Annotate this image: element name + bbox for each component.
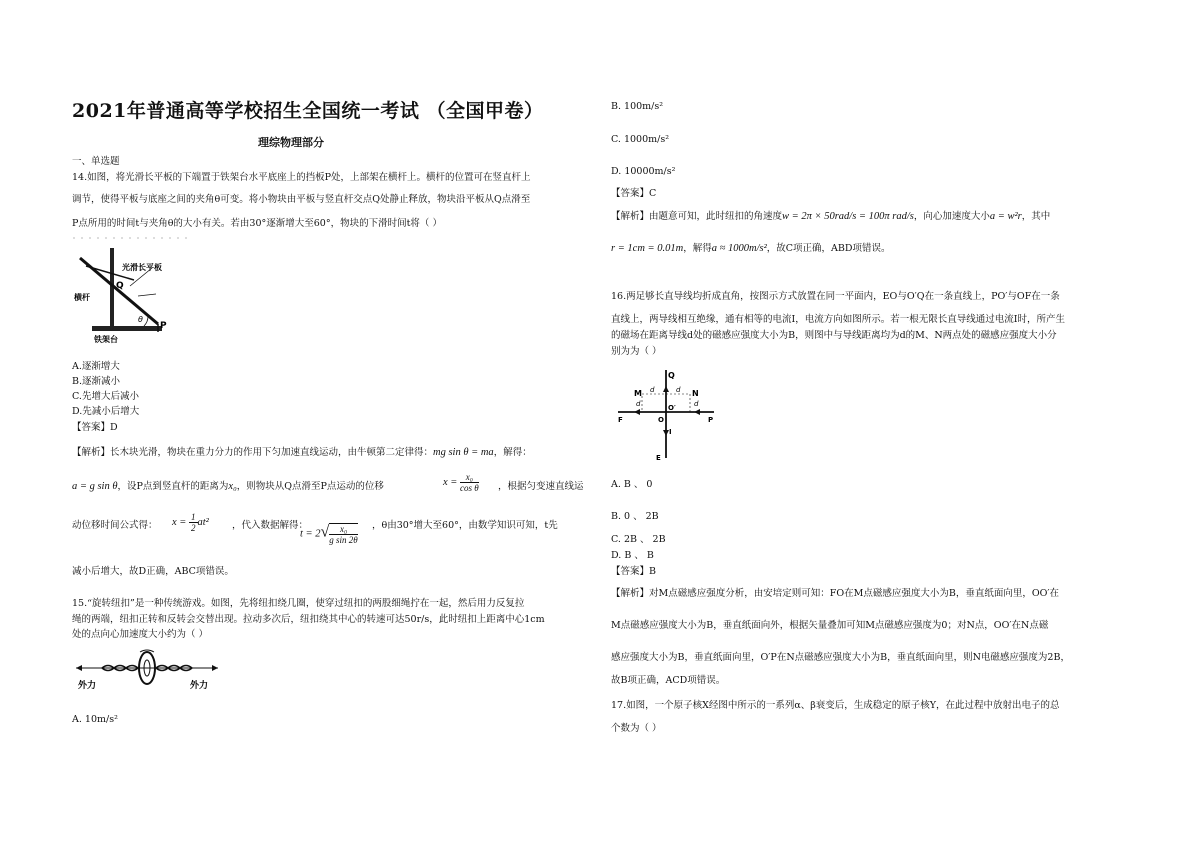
- q16-label-P: P: [708, 416, 714, 424]
- q14-analysis-4: 动位移时间公式得：: [72, 520, 158, 531]
- q17-line2: 个数为（ ）: [611, 723, 662, 734]
- q15-line1: 15.“旋转纽扣”是一种传统游戏。如图，先将纽扣绕几圈，使穿过纽扣的两股细绳拧在一起，然后用力反复拉: [72, 598, 525, 609]
- q15-analysis-2: r = 1cm = 0.01m，解得a ≈ 1000m/s²，故C项正确，ABD项错误。: [611, 243, 891, 254]
- q15-option-c: C. 1000m/s²: [611, 134, 670, 145]
- q14-option-c: C.先增大后减小: [72, 391, 139, 402]
- page-subtitle: 理综物理部分: [258, 136, 324, 149]
- section-heading: 一、单选题: [72, 156, 120, 167]
- q15-option-a: A. 10m/s²: [72, 714, 118, 725]
- q14-accel-formula: a = g sin θ: [72, 481, 118, 492]
- q16-analysis-3: 感应强度大小为B，垂直纸面向里，O′P在N点磁感应强度大小为B，垂直纸面向里，则N电磁感应强度为2B，: [611, 652, 1070, 663]
- q14-label-P: P: [160, 321, 167, 331]
- q14-analysis-6: ，θ由30°增大至60°，由数学知识可知，t先: [372, 520, 558, 531]
- q15-line2: 绳的两端，纽扣正转和反转会交替出现。拉动多次后，纽扣绕其中心的转速可达50r/s，此时纽扣上距离中心1cm: [72, 614, 545, 625]
- q14-figure: [72, 236, 192, 348]
- q16-line3: 的磁场在距离导线d处的磁感应强度大小为B，则图中与导线距离均为d的M、N两点处的磁感应强度大小分: [611, 330, 1057, 341]
- q16-label-M: M: [634, 389, 642, 398]
- q14-line3: P点所用的时间t与夹角θ的大小有关。若由30°逐渐增大至60°，物块的下滑时间t将（ ）: [72, 218, 442, 229]
- q14-analysis-5: ，代入数据解得：: [232, 520, 309, 531]
- q16-label-d1: d: [650, 386, 655, 394]
- q16-label-I: I: [669, 428, 672, 436]
- q14-label-Q: Q: [116, 281, 124, 291]
- q16-line1: 16.两足够长直导线均折成直角，按图示方式放置在同一平面内，EO与O′Q在一条直线上，PO′与OF在一条: [611, 291, 1060, 302]
- q16-label-O: O: [658, 416, 664, 424]
- q14-time-formula: t = 2√ $\frac{\text{x₀}}{\text{g sin 2θ}}$: [300, 523, 358, 545]
- q14-label-bar: 横杆: [74, 293, 90, 302]
- q14-option-b: B.逐渐减小: [72, 376, 121, 387]
- q15-figure: [72, 648, 222, 694]
- q16-label-d4: d: [694, 400, 699, 408]
- q14-analysis-1: 【解析】长木块光滑，物块在重力分力的作用下匀加速直线运动，由牛顿第二定律得：mg sin θ = ma，解得：: [72, 447, 532, 458]
- q14-newton-formula: mg sin θ = ma: [433, 447, 494, 458]
- q14-option-a: A.逐渐增大: [72, 361, 120, 372]
- q16-label-N: N: [692, 389, 699, 398]
- q16-option-d: D. B 、 B: [611, 550, 654, 561]
- q16-analysis-2: M点磁感应强度大小为B，垂直纸面向外，根据矢量叠加可知M点磁感应强度为0；对N点，OO′在N点磁: [611, 620, 1049, 631]
- q16-label-F: F: [618, 416, 623, 424]
- q14-answer: 【答案】D: [72, 422, 118, 433]
- q16-label-d3: d: [636, 400, 641, 408]
- q14-label-theta: θ: [138, 315, 143, 324]
- q16-label-d2: d: [676, 386, 681, 394]
- q16-option-c: C. 2B 、 2B: [611, 534, 666, 545]
- q14-x0: x₀: [228, 481, 237, 492]
- q14-line2: 调节，使得平板与底座之间的夹角θ可变。将小物块由平板与竖直杆交点Q处静止释放，物块沿平板从Q点滑至: [72, 194, 531, 205]
- q14-displacement-formula: x = $\frac{\text{x₀}}{\text{cos θ}}$: [443, 472, 479, 493]
- q14-label-board: 光滑长平板: [122, 263, 162, 272]
- q15-answer: 【答案】C: [611, 188, 657, 199]
- q15-force-left: 外力: [78, 681, 97, 691]
- q15-analysis-1: 【解析】由题意可知，此时纽扣的角速度w = 2π × 50rad/s = 100π rad/s，向心加速度大小a = w²r，其中: [611, 211, 1051, 222]
- q16-line4: 别为为（ ）: [611, 346, 662, 357]
- q14-option-d: D.先减小后增大: [72, 406, 140, 417]
- q15-line3: 处的点向心加速度大小约为（ ）: [72, 629, 209, 640]
- q15-force-right: 外力: [190, 681, 209, 691]
- q14-base: [92, 326, 162, 331]
- q14-figure-dots: [73, 237, 186, 238]
- q16-label-O2: O′: [668, 404, 676, 412]
- q16-line2: 直线上，两导线相互绝缘，通有相等的电流I，电流方向如图所示。若一根无限长直导线通过电流I时，所产生: [611, 314, 1066, 325]
- q15-option-b: B. 100m/s²: [611, 101, 664, 112]
- q16-label-Q: Q: [668, 371, 675, 380]
- q14-kinematic-formula: x = $\frac{1}{2}$ at²: [172, 512, 209, 533]
- q14-vertical-rod: [110, 248, 114, 330]
- q14-analysis-3: ，根据匀变速直线运: [498, 481, 584, 492]
- q14-analysis-2: a = g sin θ，设P点到竖直杆的距离为x₀，则物块从Q点滑至P点运动的位移: [72, 481, 384, 492]
- q17-line1: 17.如图，一个原子核X经图中所示的一系列α、β衰变后，生成稳定的原子核Y，在此过程中放射出电子的总: [611, 700, 1060, 711]
- q16-analysis-4: 故B项正确，ACD项错误。: [611, 675, 726, 686]
- q16-figure: [614, 364, 718, 464]
- q14-line1: 14.如图，将光滑长平板的下端置于铁架台水平底座上的挡板P处，上部架在横杆上。横杆的位置可在竖直杆上: [72, 172, 531, 183]
- q16-label-E: E: [656, 454, 661, 462]
- q14-analysis-7: 减小后增大，故D正确，ABC项错误。: [72, 566, 234, 577]
- q16-option-b: B. 0 、 2B: [611, 511, 659, 522]
- q16-option-a: A. B 、 0: [611, 479, 653, 490]
- page-title: 2021年普通高等学校招生全国统一考试 （全国甲卷）: [72, 100, 544, 122]
- q15-option-d: D. 10000m/s²: [611, 166, 676, 177]
- q16-analysis-1: 【解析】对M点磁感应强度分析，由安培定则可知：FO在M点磁感应强度大小为B，垂直纸面向里，OO′在: [611, 588, 1060, 599]
- q14-label-stand: 铁架台: [94, 335, 118, 344]
- q16-answer: 【答案】B: [611, 566, 656, 577]
